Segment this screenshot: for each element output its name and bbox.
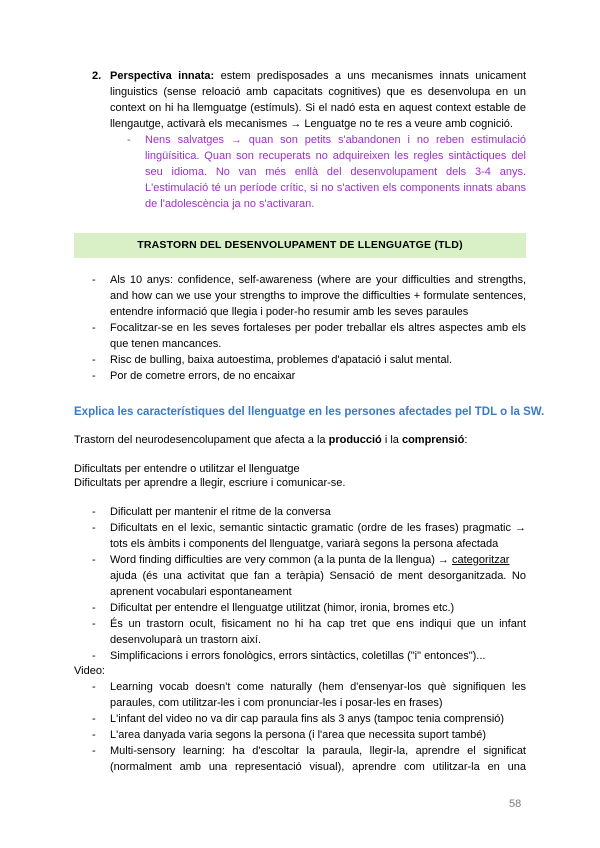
tld-line-3: entendre informació que llegia i poder-ho resumir amb les seves paraules [110, 306, 469, 318]
perspectiva-line-2: linguistics (sense reloació amb capacitats cognitives) que es desenvolupa en un [110, 86, 526, 98]
bullet-dash: - [92, 650, 96, 662]
sub-line-5: de l'adolescència ja no s'activaran. [145, 198, 315, 210]
sub-line-4: L'estimulació té un període crític, si no s'activen els components innats abans [145, 182, 526, 194]
perspectiva-line-3: context on hi ha llemguatge (estímuls). Si el nadó esta en aquest context estable de [110, 102, 526, 114]
bullet-dash: - [92, 554, 96, 566]
tld-line-7: Por de cometre errors, de no encaixar [110, 370, 296, 382]
list-number: 2. [92, 70, 102, 82]
list2-line-1: Dificulatt per mantenir el ritme de la conversa [110, 506, 331, 518]
list2-line-5: ajuda (és una activitat que fan a teràpia) Sensació de ment desorganitzada. No [110, 570, 526, 582]
tld-line-5: que tenen mancances. [110, 338, 222, 350]
perspectiva-title: Perspectiva innata: [110, 70, 215, 82]
list2-line-6: aprenent vocabulari espontaneament [110, 586, 292, 598]
video-line-2: paraules, com utilitzar-les i com pronunciar-les i posar-les en frases) [110, 697, 443, 709]
section-banner [74, 233, 526, 258]
sub-line-3: seu idioma. No van més enllà del desenvolupament dels 3-4 anys. [145, 166, 526, 178]
sub-line-2: lingüísitica. Quan son recuperats no adquireixen les regles sintàctiques del [145, 150, 526, 162]
video-line-5: Multi-sensory learning: ha d'escoltar la paraula, llegir-la, aprendre el significat [110, 745, 526, 757]
bullet-dash: - [92, 618, 96, 630]
page-number: 58 [509, 798, 522, 810]
tld-line-4: Focalitzar-se en les seves fortaleses per poder treballar els altres aspectes amb els [110, 322, 526, 334]
bullet-dash: - [92, 729, 96, 741]
video-line-1: Learning vocab doesn't come naturally (hem d'ensenyar-los què signifiquen les [110, 681, 526, 693]
list2-line-3: tots els àmbits i components del llenguatge, variarà segons la persona afectada [110, 538, 499, 550]
video-line-4: L'area danyada varia segons la persona (i l'area que necessita suport també) [110, 729, 486, 741]
bullet-dash: - [92, 602, 96, 614]
list2-line-8: És un trastorn ocult, fisicament no hi ha cap tret que ens indiqui que un infant [110, 618, 526, 630]
video-label: Video: [74, 665, 105, 677]
difficulty-line-1: Dificultats per entendre o utilitzar el llenguatge [74, 463, 300, 475]
list2-line-2: Dificultats en el lexic, semantic sintactic gramatic (ordre de les frases) pragmatic → [110, 522, 526, 534]
intro-line: Trastorn del neurodesencolupament que afecta a la producció i la comprensió: [74, 434, 468, 446]
bullet-dash: - [92, 506, 96, 518]
banner-title: TRASTORN DEL DESENVOLUPAMENT DE LLENGUATGE (TLD) [137, 239, 463, 251]
video-line-6: (normalment amb una representació visual), aprendre com utilitzar-la en una [110, 761, 526, 773]
bullet-dash: - [92, 322, 96, 334]
bullet-dash: - [92, 713, 96, 725]
tld-line-1: Als 10 anys: confidence, self-awareness (where are your difficulties and strengths, [110, 274, 526, 286]
bullet-dash: - [92, 370, 96, 382]
underlined-term: categoritzar [452, 554, 510, 566]
bullet-dash: - [92, 354, 96, 366]
bullet-dash: - [92, 522, 96, 534]
tld-line-6: Risc de bulling, baixa autoestima, problemes d'apatació i salut mental. [110, 354, 453, 366]
bullet-dash: - [92, 681, 96, 693]
video-line-3: L'infant del video no va dir cap paraula fins als 3 anys (tampoc tenia comprensió) [110, 713, 505, 725]
list2-line-9: desenvoluparà un trastorn així. [110, 634, 262, 646]
sub-line-1: Nens salvatges → quan son petits s'abandonen i no reben estimulació [145, 134, 526, 146]
list2-line-7: Dificultat per entendre el llenguatge utilitzat (himor, ironia, bromes etc.) [110, 602, 455, 614]
question-heading: Explica les característiques del llenguatge en les persones afectades pel TDL o la SW. [74, 406, 545, 418]
tld-line-2: and how can we use your strengths to improve the difficulties + formulate sentences, [110, 290, 526, 302]
list2-line-4: Word finding difficulties are very common (a la punta de la llengua) → categoritzar [110, 554, 510, 566]
perspectiva-line-1: Perspectiva innata: estem predisposades a uns mecanismes innats unicament [110, 70, 526, 82]
bullet-dash: - [92, 745, 96, 757]
bullet-dash: - [92, 274, 96, 286]
list2-line-10: Simplificacions i errors fonològics, errors sintàctics, coletillas ("i" entonces")... [110, 650, 486, 662]
sub-bullet-dash: - [127, 134, 131, 146]
perspectiva-line-4: llengautge, activarà els mecanismes → Lenguatge no te res a veure amb cognició. [110, 118, 513, 130]
difficulty-line-2: Dificultats per aprendre a llegir, escriure i comunicar-se. [74, 477, 346, 489]
